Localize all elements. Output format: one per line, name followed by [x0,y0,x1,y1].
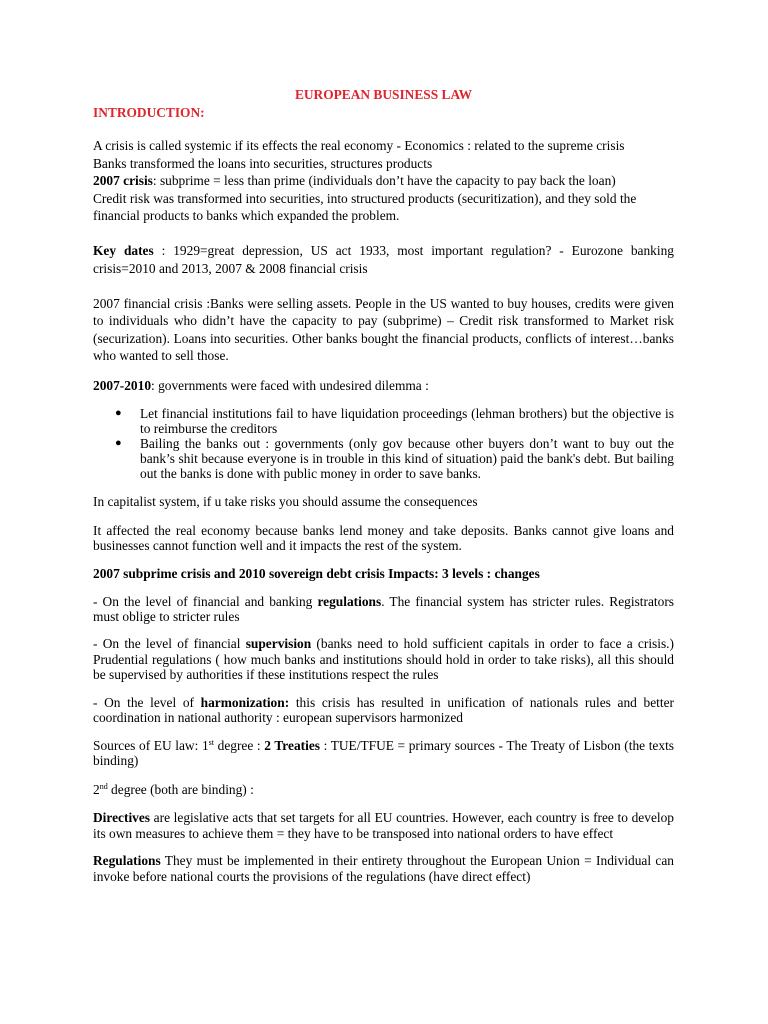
list-item [115,436,674,481]
text-run: . The financial system has stricter rules. Registrators must oblige to stricter rules [93,594,674,624]
text-run: : TUE/TFUE = primary sources - The Treaty of Lisbon (the texts binding) [93,737,675,768]
paragraph-directives [93,810,674,841]
text-run: 2 [93,781,100,797]
text-line: A crisis is called systemic if its effects the real economy - Economics : related to the supreme crisis [93,138,625,153]
paragraph-dilemma [93,377,674,395]
paragraph-second-degree [93,781,674,799]
paragraph-impacts-heading [93,565,674,583]
list-item-text: Bailing the banks out : governments (only gov because other buyers don’t want to buy out the bank’s shit because everyone is in trouble in this kind of situation) paid the bank's debt. But bailing out the banks is done with public money in order to save banks. [140,436,674,481]
list-item-text: Let financial institutions fail to have liquidation proceedings (lehman brothers) but the objective is to reimburse the creditors [140,406,674,436]
paragraph-systemic [93,137,674,225]
text-run: - On the level of financial and banking [93,594,318,609]
superscript: st [208,737,214,747]
intro-heading: INTRODUCTION: [93,104,205,120]
bold-term: 2007-2010 [93,377,152,393]
text-run: They must be implemented in their entirety throughout the European Union = Individual can invoke before national courts the provisions of the regulations (have direct effect) [93,853,674,884]
text-run: (banks need to hold sufficient capitals in order to face a crisis.) Prudential regulations ( how much banks and institutions should hold in order to take risks), all this should be supervised by authorities if these institutions respect the rules [93,636,674,682]
text-line: Credit risk was transformed into securities, into structured products (securitization), and they sold the financial products to banks which expanded the problem. [93,190,637,223]
text-line: : subprime = less than prime (individuals don’t have the capacity to pay back the loan) [152,173,616,188]
paragraph-supervision-level [93,636,674,683]
text-run: - On the level of [93,694,201,710]
text-run: are legislative acts that set targets for all EU countries. However, each country is free to develop its own measures to achieve them = they have to be transposed into national orders to have effect [93,810,674,841]
bold-term: harmonization: [200,694,290,710]
bold-term: supervision [245,636,312,651]
paragraph-capitalist: In capitalist system, if u take risks you should assume the consequences [93,494,478,509]
paragraph-key-dates [93,242,674,277]
text-run: Sources of EU law: 1 [93,737,209,753]
bold-heading: 2007 subprime crisis and 2010 sovereign debt crisis Impacts: 3 levels : changes [93,565,540,581]
document-title: EUROPEAN BUSINESS LAW [294,87,473,102]
bold-term: Directives [93,810,151,825]
bullet-icon: ● [115,407,122,419]
bold-term: 2007 crisis [93,173,153,188]
text-run: : 1929=great depression, US act 1933, most important regulation? - Eurozone banking crisis=2010 and 2013, 2007 & 2008 financial crisis [93,243,674,276]
dilemma-list [93,406,674,481]
superscript: nd [99,781,108,791]
text-run: - On the level of financial [93,636,246,651]
text-run: degree (both are binding) : [107,781,254,797]
text-run: this crisis has resulted in unification of nationals rules and better coordination in national authority : european supervisors harmonized [93,694,674,725]
document-page [93,86,674,884]
bold-term: 2 Treaties [264,737,320,753]
paragraph-2007-crisis: 2007 financial crisis :Banks were selling assets. People in the US wanted to buy houses, credits were given to individuals who didn’t have the capacity to pay (subprime) – Credit risk transformed to Market risk (securization). Loans into securities. Other banks bought the financial products, conflicts of interest…banks who wanted to sell those. [93,295,674,363]
text-line: Banks transformed the loans into securities, structures products [93,155,433,171]
paragraph-harmonization-level [93,695,674,726]
paragraph-regulations [93,853,674,884]
text-run: degree : [214,737,265,753]
bullet-icon: ● [115,437,122,449]
list-item [115,406,674,436]
text-run: : governments were faced with undesired dilemma : [151,377,429,393]
bold-term: Regulations [93,853,161,868]
bold-term: Key dates [93,243,154,258]
paragraph-real-economy: It affected the real economy because banks lend money and take deposits. Banks cannot give loans and businesses cannot function well and it impacts the rest of the system. [93,522,674,553]
paragraph-regulations-level [93,594,674,624]
paragraph-sources [93,738,674,769]
bold-term: regulations [317,594,382,609]
